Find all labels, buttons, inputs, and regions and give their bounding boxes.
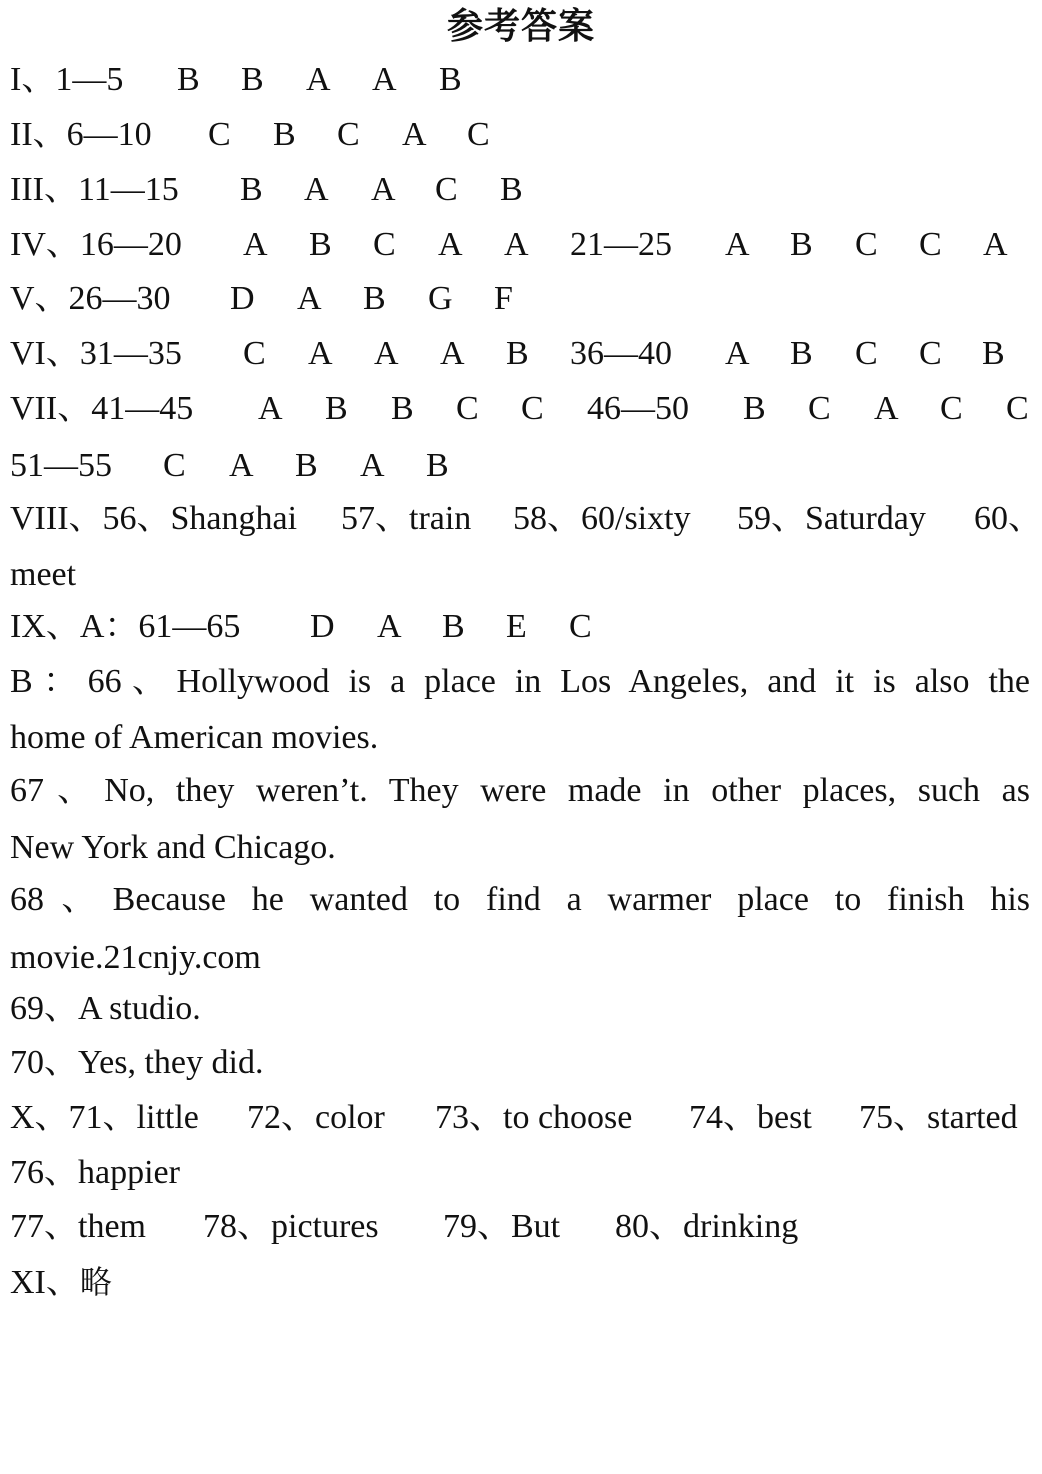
section-xi-answer: 略	[79, 1263, 112, 1301]
answer-66-line-2: home of American movies.	[10, 719, 379, 756]
section-xi-label: XI、	[10, 1264, 80, 1301]
answer-42: B	[325, 390, 348, 427]
answer-23: C	[855, 226, 878, 263]
answer-5: B	[439, 61, 462, 98]
answer-40: B	[982, 335, 1005, 372]
answer-80: 80、drinking	[615, 1208, 799, 1245]
section-vi-label: VI、31—35	[10, 335, 182, 372]
section-xi-row	[10, 1262, 112, 1303]
answer-58: 58、60/sixty	[513, 500, 691, 537]
answer-79: 79、But	[443, 1208, 561, 1245]
answer-63: B	[442, 608, 465, 645]
answer-51: C	[163, 447, 186, 484]
answer-19: A	[438, 226, 463, 263]
answer-46: B	[743, 390, 766, 427]
answer-44: C	[456, 390, 479, 427]
answer-26: D	[230, 280, 255, 317]
answer-7: B	[273, 116, 296, 153]
answer-38: C	[855, 335, 878, 372]
answer-56: VIII、56、Shanghai	[10, 500, 298, 537]
answer-60-number: 60、	[974, 500, 1042, 537]
answer-43: B	[391, 390, 414, 427]
section-v-label: V、26—30	[10, 280, 171, 317]
section-ix-a-label: IX、A：61—65	[10, 608, 241, 645]
page-title: 参考答案	[446, 6, 595, 47]
answer-77: 77、them	[10, 1208, 146, 1245]
answer-62: A	[377, 608, 402, 645]
answer-71: X、71、little	[10, 1099, 199, 1136]
answer-67-line-2: New York and Chicago.	[10, 829, 336, 866]
answer-30: F	[494, 280, 513, 317]
answer-75: 75、started	[859, 1099, 1018, 1136]
answer-59: 59、Saturday	[737, 500, 926, 537]
answer-32: A	[308, 335, 333, 372]
answer-64: E	[506, 608, 527, 645]
answer-37: B	[790, 335, 813, 372]
answer-68-line-1: 68、Because he wanted to find a warmer place to finish his	[10, 881, 1030, 918]
answer-11: B	[240, 171, 263, 208]
section-vii-label: VII、41—45	[10, 390, 194, 427]
answer-27: A	[297, 280, 322, 317]
answer-33: A	[374, 335, 399, 372]
answer-53: B	[295, 447, 318, 484]
answer-22: B	[790, 226, 813, 263]
answer-24: C	[919, 226, 942, 263]
section-i-label: I、1—5	[10, 61, 124, 98]
answer-67-line-1: 67、No, they weren’t. They were made in other places, such as	[10, 772, 1030, 809]
answer-20: A	[504, 226, 529, 263]
answer-3: A	[306, 61, 331, 98]
answer-9: A	[402, 116, 427, 153]
section-ii-label: II、6—10	[10, 116, 152, 153]
answer-16: A	[243, 226, 268, 263]
answer-54: A	[360, 447, 385, 484]
answer-74: 74、best	[689, 1099, 812, 1136]
answer-50: C	[1006, 390, 1029, 427]
answer-69: 69、A studio.	[10, 990, 201, 1027]
answer-25: A	[983, 226, 1008, 263]
section-iii-label: III、11—15	[10, 171, 179, 208]
answer-49: C	[940, 390, 963, 427]
answer-14: C	[435, 171, 458, 208]
answer-12: A	[304, 171, 329, 208]
section-vi-label-2: 36—40	[570, 335, 672, 372]
answer-1: B	[177, 61, 200, 98]
answer-61: D	[310, 608, 335, 645]
answer-45: C	[521, 390, 544, 427]
answer-76: 76、happier	[10, 1154, 180, 1191]
answer-47: C	[808, 390, 831, 427]
section-vii-label-3: 51—55	[10, 447, 112, 484]
answer-21: A	[725, 226, 750, 263]
answer-28: B	[363, 280, 386, 317]
answer-57: 57、train	[341, 500, 472, 537]
answer-29: G	[428, 280, 453, 317]
answer-52: A	[229, 447, 254, 484]
answer-78: 78、pictures	[203, 1208, 379, 1245]
answer-68-line-2: movie.21cnjy.com	[10, 939, 261, 976]
section-iv-label: IV、16—20	[10, 226, 182, 263]
answer-4: A	[372, 61, 397, 98]
answer-2: B	[241, 61, 264, 98]
answer-34: A	[440, 335, 465, 372]
answer-15: B	[500, 171, 523, 208]
answer-13: A	[371, 171, 396, 208]
answer-35: B	[506, 335, 529, 372]
answer-8: C	[337, 116, 360, 153]
answer-73: 73、to choose	[435, 1099, 633, 1136]
answer-41: A	[258, 390, 283, 427]
section-iv-label-2: 21—25	[570, 226, 672, 263]
answer-36: A	[725, 335, 750, 372]
answer-55: B	[426, 447, 449, 484]
answer-18: C	[373, 226, 396, 263]
answer-60-text: meet	[10, 556, 77, 593]
answer-39: C	[919, 335, 942, 372]
answer-10: C	[467, 116, 490, 153]
answer-6: C	[208, 116, 231, 153]
answer-31: C	[243, 335, 266, 372]
answer-48: A	[874, 390, 899, 427]
answer-65: C	[569, 608, 592, 645]
answer-66-line-1: B：66、Hollywood is a place in Los Angeles, and it is also the	[10, 663, 1030, 700]
answer-17: B	[309, 226, 332, 263]
answer-72: 72、color	[247, 1099, 385, 1136]
answer-70: 70、Yes, they did.	[10, 1044, 264, 1081]
section-vii-label-2: 46—50	[587, 390, 689, 427]
